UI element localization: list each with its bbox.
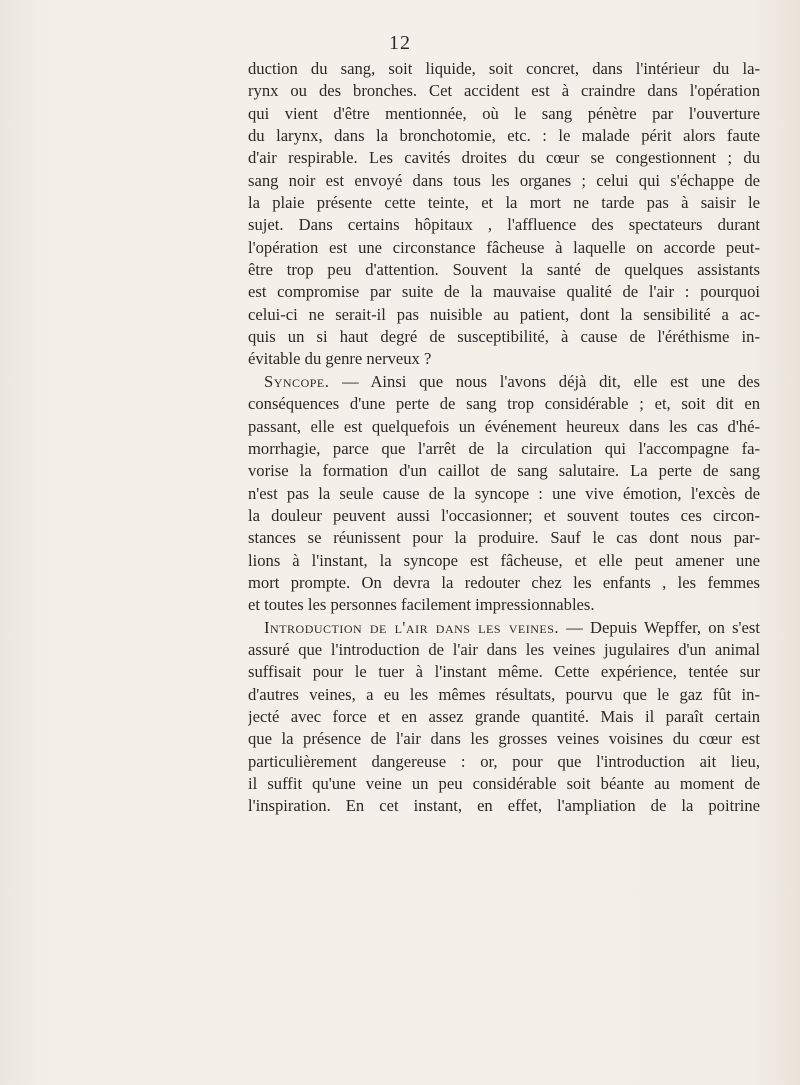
text-line: stances se réunissent pour la produire. Sauf le cas dont nous par-: [248, 528, 760, 548]
text-line: mort prompte. On devra la redouter chez les enfants , les femmes: [248, 572, 760, 592]
section-heading-syncope: Syncope.: [264, 371, 330, 391]
text-line: suffisait pour le tuer à l'instant même. Cette expérience, tentée sur: [248, 662, 760, 682]
text-line: évitable du genre nerveux ?: [248, 349, 432, 369]
section-first-line: [248, 371, 760, 393]
text-line: l'inspiration. En cet instant, en effet, l'ampliation de la poitrine: [248, 796, 760, 816]
section-first-line: [248, 617, 760, 639]
text-line: d'air respirable. Les cavités droites du cœur se congestionnent ; du: [248, 148, 760, 168]
text-line: morrhagie, parce que l'arrêt de la circulation qui l'accompagne fa-: [248, 438, 760, 458]
text-line: jecté avec force et en assez grande quantité. Mais il paraît certain: [248, 706, 760, 726]
page-number: 12: [389, 32, 411, 54]
text-line: lions à l'instant, la syncope est fâcheuse, et elle peut amener une: [248, 550, 760, 570]
text-line: l'opération est une circonstance fâcheuse à laquelle on accorde peut-: [248, 237, 760, 257]
text-line: du larynx, dans la bronchotomie, etc. : le malade périt alors faute: [248, 126, 760, 146]
text-line: assuré que l'introduction de l'air dans les veines jugulaires d'un animal: [248, 639, 760, 659]
text-line: la plaie présente cette teinte, et la mort ne tarde pas à saisir le: [248, 193, 760, 213]
text-line: particulièrement dangereuse : or, pour que l'introduction ait lieu,: [248, 751, 760, 771]
text-line: vorise la formation d'un caillot de sang salutaire. La perte de sang: [248, 461, 760, 481]
text-line: que la présence de l'air dans les grosses veines voisines du cœur est: [248, 729, 760, 749]
text-line: d'autres veines, a eu les mêmes résultats, pourvu que le gaz fût in-: [248, 684, 760, 704]
text-line: et toutes les personnes facilement impressionnables.: [248, 595, 595, 615]
text-line: passant, elle est quelquefois un événement heureux dans les cas d'hé-: [248, 416, 760, 436]
body-text: [248, 58, 760, 818]
text-line: est compromise par suite de la mauvaise qualité de l'air : pourquoi: [248, 282, 760, 302]
text-line: être trop peu d'attention. Souvent la santé de quelques assistants: [248, 260, 760, 280]
text-line: conséquences d'une perte de sang trop considérable ; et, soit dit en: [248, 394, 760, 414]
text-line: celui-ci ne serait-il pas nuisible au patient, dont la sensibilité a ac-: [248, 304, 760, 324]
text-line: duction du sang, soit liquide, soit concret, dans l'intérieur du la-: [248, 59, 760, 78]
text-line: il suffit qu'une veine un peu considérable soit béante au moment de: [248, 774, 760, 793]
text-line: sujet. Dans certains hôpitaux , l'affluence des spectateurs durant: [248, 215, 760, 235]
text-line: qui vient d'être mentionnée, où le sang pénètre par l'ouverture: [248, 103, 760, 123]
text-line: sang noir est envoyé dans tous les organes ; celui qui s'échappe de: [248, 170, 760, 190]
text-line: rynx ou des bronches. Cet accident est à craindre dans l'opération: [248, 81, 760, 101]
text-line: la douleur peuvent aussi l'occasionner; et souvent toutes ces circon-: [248, 505, 760, 525]
section-heading-air-in-veins: Introduction de l'air dans les veines.: [264, 617, 560, 637]
text-line: — Ainsi que nous l'avons déjà dit, elle est une des: [329, 371, 760, 391]
text-line: quis un si haut degré de susceptibilité, à cause de l'éréthisme in-: [248, 327, 760, 347]
text-line: — Depuis Wepffer, on s'est: [559, 617, 760, 637]
text-line: n'est pas la seule cause de la syncope : une vive émotion, l'excès de: [248, 483, 760, 503]
